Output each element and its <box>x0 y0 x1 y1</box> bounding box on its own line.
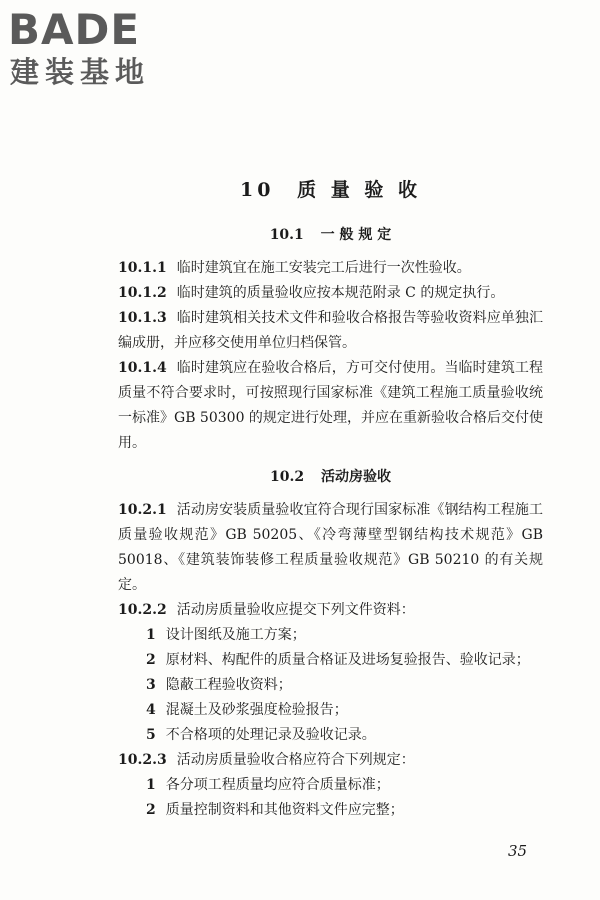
clause-10-2-3: 10.2.3 活动房质量验收合格应符合下列规定： <box>118 752 415 768</box>
page-number: 35 <box>508 842 528 860</box>
page-content <box>118 170 543 823</box>
list-item: 1 设计图纸及施工方案； <box>146 627 306 643</box>
logo-wordmark: BADE <box>8 5 141 54</box>
chapter-number: 10 <box>240 179 275 201</box>
list-item: 5 不合格项的处理记录及验收记录。 <box>146 727 376 743</box>
clause-10-2-2: 10.2.2 活动房质量验收应提交下列文件资料： <box>118 602 415 618</box>
list-item: 4 混凝土及砂浆强度检验报告； <box>146 702 348 718</box>
brand-logo <box>8 6 178 90</box>
section-title-10-1: 10.1 一 般 规 定 <box>269 227 392 243</box>
list-item: 2 原材料、构配件的质量合格证及进场复验报告、验收记录； <box>146 652 530 668</box>
list-item: 3 隐蔽工程验收资料； <box>146 677 292 693</box>
list-item: 1 各分项工程质量均应符合质量标准； <box>146 777 390 793</box>
clause-10-1-3: 10.1.3 临时建筑相关技术文件和验收合格报告等验收资料应单独汇编成册，并应移交使用单位归档保管。 <box>118 310 543 351</box>
clause-10-1-2: 10.1.2 临时建筑的质量验收应按本规范附录 C 的规定执行。 <box>118 285 505 301</box>
list-item: 2 质量控制资料和其他资料文件应完整； <box>146 802 404 818</box>
chapter-title-text: 质 量 验 收 <box>297 179 421 201</box>
chapter-title <box>118 170 543 210</box>
logo-subtitle: 建装基地 <box>10 55 151 89</box>
clause-10-2-1: 10.2.1 活动房安装质量验收宜符合现行国家标准《钢结构工程施工质量验收规范》GB 50205、《冷弯薄壁型钢结构技术规范》GB 50018、《建筑装饰装修工程质量验收规范》GB 50210 的有关规定。 <box>118 502 543 593</box>
clause-10-1-1: 10.1.1 临时建筑宜在施工安装完工后进行一次性验收。 <box>118 260 471 276</box>
clause-10-1-4: 10.1.4 临时建筑应在验收合格后，方可交付使用。当临时建筑工程质量不符合要求时，可按照现行国家标准《建筑工程施工质量验收统一标准》GB 50300 的规定进行处理，并应在重新验收合格后交付使用。 <box>118 360 543 451</box>
section-title-10-2: 10.2 活动房验收 <box>270 469 391 485</box>
